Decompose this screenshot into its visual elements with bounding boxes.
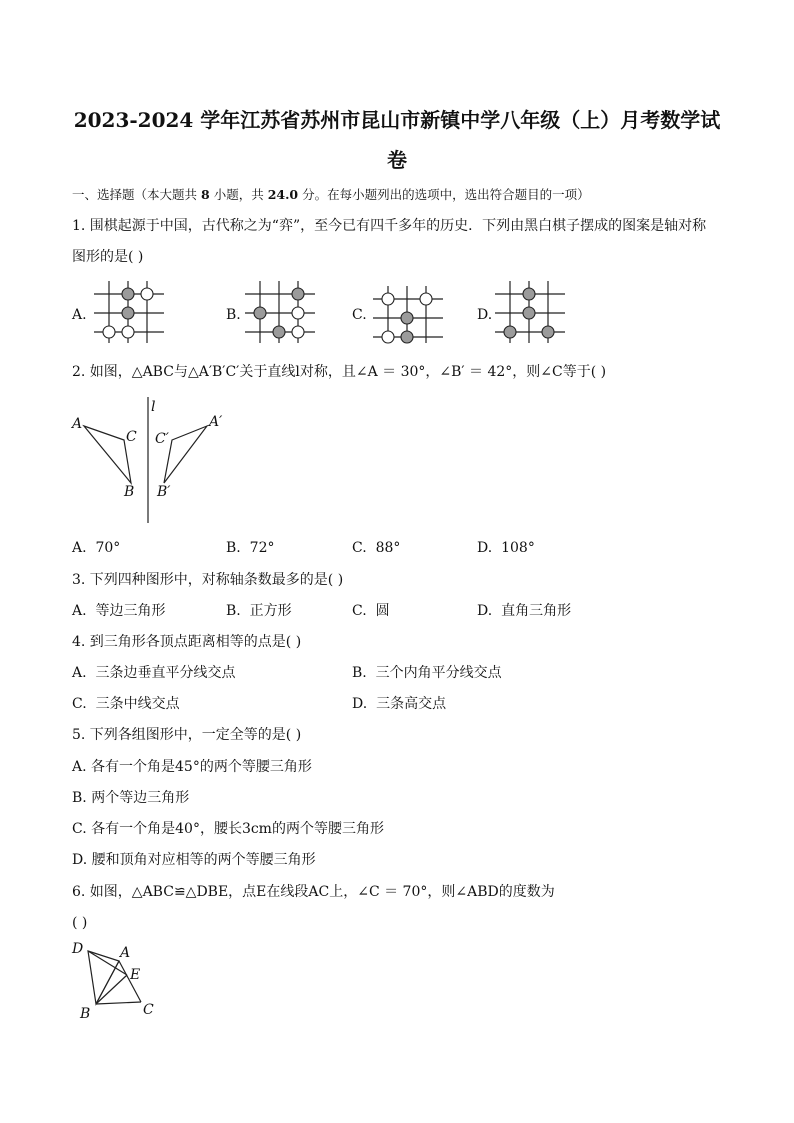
q6-label-d: D bbox=[72, 941, 84, 957]
q3-option-b-text: 正方形 bbox=[249, 603, 292, 619]
q2-option-d-text: 108° bbox=[501, 540, 535, 556]
q2-option-b-text: 72° bbox=[249, 540, 275, 556]
section-rest: 分。在每小题列出的选项中，选出符合题目的一项） bbox=[302, 187, 590, 202]
q3-option-d-text: 直角三角形 bbox=[501, 603, 572, 619]
q3-option-c bbox=[352, 601, 390, 621]
q2-label-a-prime: A′ bbox=[209, 414, 223, 430]
q4-option-b bbox=[352, 663, 502, 683]
q1-option-d-go-board bbox=[495, 281, 565, 343]
q5-option-b-text: 两个等边三角形 bbox=[91, 790, 190, 806]
q2-triangle-apbpcp bbox=[164, 426, 207, 483]
q3-stem: 3. 下列四种图形中，对称轴条数最多的是( ) bbox=[72, 572, 344, 588]
q1-c-white-stone bbox=[420, 293, 432, 305]
q2-label-b: B bbox=[124, 484, 135, 500]
q5-option-c-letter: C. bbox=[72, 821, 87, 837]
q5-option-d-text: 腰和顶角对应相等的两个等腰三角形 bbox=[91, 852, 316, 868]
q1-b-white-stone bbox=[292, 326, 304, 338]
q1-option-c-letter: C. bbox=[352, 307, 367, 323]
q4-option-c-text: 三条中线交点 bbox=[95, 696, 180, 712]
q1-a-gray-stone bbox=[122, 288, 134, 300]
section-header bbox=[72, 185, 590, 203]
q3-option-d bbox=[477, 601, 571, 621]
q1-c-white-stone bbox=[382, 293, 394, 305]
q1-a-white-stone bbox=[141, 288, 153, 300]
q6-segment-be bbox=[96, 975, 127, 1004]
q2-symmetry-figure bbox=[70, 395, 240, 525]
q1-stem-line-1: 1. 围棋起源于中国，古代称之为“弈”，至今已有四千多年的历史．下列由黑白棋子摆成的图案是轴对称 bbox=[72, 218, 707, 234]
q2-option-d-letter: D. bbox=[477, 540, 493, 556]
q2-option-a-letter: A. bbox=[72, 540, 87, 556]
q3-option-c-letter: C. bbox=[352, 603, 367, 619]
q6-triangle-dbe bbox=[88, 951, 119, 1004]
q1-d-gray-stone bbox=[523, 288, 535, 300]
q4-option-d bbox=[352, 694, 446, 714]
q1-d-gray-stone bbox=[523, 307, 535, 319]
q2-option-c bbox=[352, 538, 400, 558]
section-mid: 小题，共 bbox=[213, 187, 264, 202]
q1-option-b-letter: B. bbox=[226, 307, 241, 323]
section-prefix: 一、选择题（本大题共 bbox=[72, 187, 198, 202]
q5-option-a-letter: A. bbox=[72, 759, 87, 775]
q2-stem: 2. 如图，△ABC与△A′B′C′关于直线l对称，且∠A ＝ 30°，∠B′ ＝ 42°，则∠C等于( ) bbox=[72, 364, 607, 380]
q3-option-a-text: 等边三角形 bbox=[95, 603, 166, 619]
q4-option-a bbox=[72, 663, 235, 683]
q1-d-gray-stone bbox=[504, 326, 516, 338]
q1-option-d-letter: D. bbox=[477, 307, 493, 323]
q4-option-b-letter: B. bbox=[352, 665, 367, 681]
q3-option-a-letter: A. bbox=[72, 603, 87, 619]
q2-option-b bbox=[226, 538, 274, 558]
q1-a-gray-stone bbox=[122, 307, 134, 319]
q1-option-b-go-board bbox=[245, 281, 315, 343]
q3-option-a bbox=[72, 601, 165, 621]
q2-label-b-prime: B′ bbox=[157, 484, 171, 500]
q1-stem-line-2: 图形的是( ) bbox=[72, 249, 144, 265]
section-question-count: 8 bbox=[201, 187, 210, 202]
q3-option-b-letter: B. bbox=[226, 603, 241, 619]
q1-option-a-letter: A. bbox=[72, 307, 87, 323]
q2-label-c: C bbox=[126, 429, 137, 445]
q1-option-c-go-board bbox=[373, 281, 443, 343]
q5-option-d-letter: D. bbox=[72, 852, 88, 868]
q2-option-a-text: 70° bbox=[95, 540, 121, 556]
q2-option-a bbox=[72, 538, 120, 558]
q2-label-l: l bbox=[151, 399, 156, 415]
q3-option-b bbox=[226, 601, 292, 621]
q5-option-d bbox=[72, 850, 316, 870]
q4-option-a-text: 三条边垂直平分线交点 bbox=[95, 665, 236, 681]
paper-title-line-2: 卷 bbox=[387, 148, 407, 172]
q5-option-a-text: 各有一个角是45°的两个等腰三角形 bbox=[91, 759, 312, 775]
q6-label-b: B bbox=[80, 1006, 91, 1022]
q1-c-gray-stone bbox=[401, 331, 413, 343]
q1-c-gray-stone bbox=[401, 312, 413, 324]
paper-title-line-1: 2023-2024 学年江苏省苏州市昆山市新镇中学八年级（上）月考数学试 bbox=[73, 108, 721, 132]
q5-option-b bbox=[72, 788, 189, 808]
q2-option-d bbox=[477, 538, 535, 558]
q4-option-c-letter: C. bbox=[72, 696, 87, 712]
q2-option-c-letter: C. bbox=[352, 540, 367, 556]
q4-option-d-text: 三条高交点 bbox=[376, 696, 447, 712]
q2-label-c-prime: C′ bbox=[155, 431, 169, 447]
q1-a-white-stone bbox=[122, 326, 134, 338]
q1-d-gray-stone bbox=[542, 326, 554, 338]
q6-segment-bc bbox=[96, 1002, 141, 1004]
q2-option-c-text: 88° bbox=[375, 540, 401, 556]
q4-option-d-letter: D. bbox=[352, 696, 368, 712]
q1-b-gray-stone bbox=[292, 288, 304, 300]
q1-b-white-stone bbox=[292, 307, 304, 319]
q2-triangle-abc bbox=[84, 426, 131, 483]
q4-option-a-letter: A. bbox=[72, 665, 87, 681]
section-points: 24.0 bbox=[267, 187, 299, 202]
q4-option-b-text: 三个内角平分线交点 bbox=[375, 665, 502, 681]
q6-stem-line-2: ( ) bbox=[72, 915, 88, 931]
q1-b-gray-stone bbox=[273, 326, 285, 338]
q1-c-white-stone bbox=[382, 331, 394, 343]
q5-option-b-letter: B. bbox=[72, 790, 87, 806]
q5-stem: 5. 下列各组图形中，一定全等的是( ) bbox=[72, 727, 302, 743]
q6-stem-line-1: 6. 如图，△ABC≌△DBE，点E在线段AC上，∠C ＝ 70°，则∠ABD的度数为 bbox=[72, 884, 555, 900]
q4-option-c bbox=[72, 694, 180, 714]
q6-label-e: E bbox=[130, 967, 141, 983]
q4-stem: 4. 到三角形各顶点距离相等的点是( ) bbox=[72, 634, 302, 650]
q6-label-a: A bbox=[120, 945, 131, 961]
q6-label-c: C bbox=[143, 1002, 154, 1018]
q5-option-c-text: 各有一个角是40°，腰长3cm的两个等腰三角形 bbox=[91, 821, 384, 837]
q2-option-b-letter: B. bbox=[226, 540, 241, 556]
q3-option-d-letter: D. bbox=[477, 603, 493, 619]
q1-b-gray-stone bbox=[254, 307, 266, 319]
q6-congruent-triangles-figure bbox=[68, 937, 168, 1022]
q5-option-c bbox=[72, 819, 384, 839]
q1-a-white-stone bbox=[103, 326, 115, 338]
q2-label-a: A bbox=[72, 416, 83, 432]
q5-option-a bbox=[72, 757, 312, 777]
q1-option-a-go-board bbox=[94, 281, 164, 343]
q3-option-c-text: 圆 bbox=[375, 603, 390, 619]
